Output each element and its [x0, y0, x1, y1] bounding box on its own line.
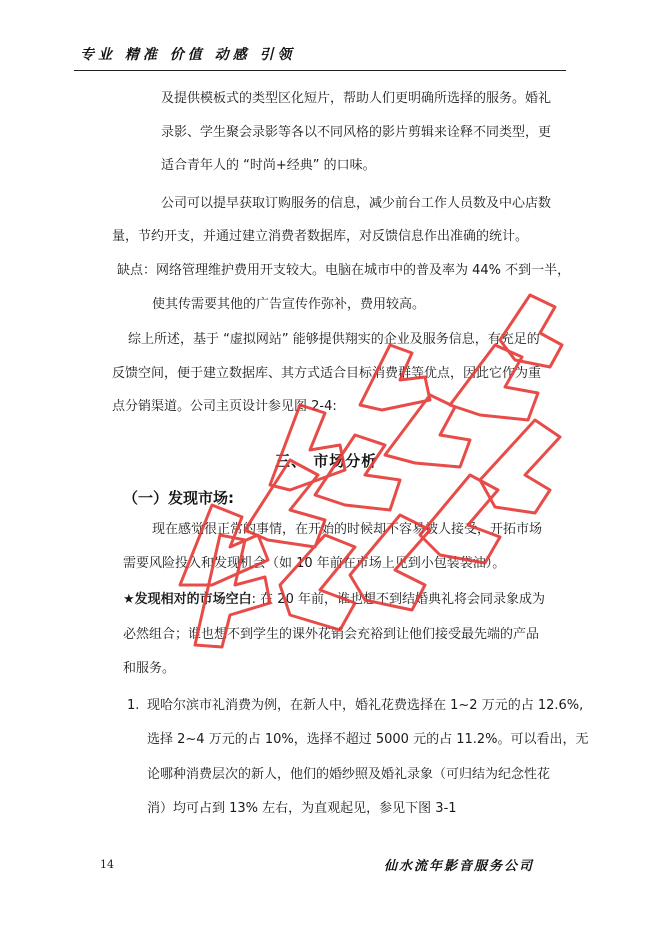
list-line-3: 论哪种消费层次的新人，他们的婚纱照及婚礼录象（可归结为纪念性花 — [147, 767, 551, 782]
market-gap-text: : 在 20 年前，谁也想不到结婚典礼将会同录象成为 — [251, 592, 545, 607]
market-gap-line-1 — [123, 591, 545, 609]
list-line-2: 选择 2~4 万元的占 10%，选择不超过 5000 元的占 11.2%。可以看出，无 — [147, 732, 589, 747]
body-line-4: 公司可以提早获取订购服务的信息，减少前台工作人员数及中心店数 — [161, 196, 552, 211]
summary-line-2: 反馈空间，便于建立数据库、其方式适合目标消费群等优点，因此它作为重 — [112, 366, 542, 381]
page-number: 14 — [100, 858, 114, 871]
market-gap-line-2: 必然组合；谁也想不到学生的课外花销会充裕到让他们接受最先端的产品 — [123, 627, 540, 642]
body-line-3: 适合青年人的 “时尚+经典” 的口味。 — [161, 158, 376, 173]
sub-heading: （一）发现市场: — [123, 489, 234, 507]
list-line-1: 现哈尔滨市礼消费为例，在新人中，婚礼花费选择在 1~2 万元的占 12.6%, — [147, 698, 584, 713]
market-line-1: 现在感觉很正常的事情，在开始的时候却不容易被人接受，开拓市场 — [152, 522, 543, 537]
header-slogan: 专业 精准 价值 动感 引领 — [80, 47, 296, 63]
summary-line-1: 综上所述，基于 “虚拟网站” 能够提供翔实的企业及服务信息，有充足的 — [128, 332, 540, 347]
list-line-4: 消）均可占到 13% 左右，为直观起见，参见下图 3-1 — [147, 801, 457, 816]
list-number: 1. — [127, 698, 140, 713]
body-line-2: 录影、学生聚会录影等各以不同风格的影片剪辑来诠释不同类型，更 — [161, 125, 552, 140]
market-line-2: 需要风险投入和发现机会（如 10 年前在市场上见到小包装袋油）。 — [123, 556, 506, 571]
section-title: 三、 市场分析 — [275, 452, 378, 470]
summary-line-3: 点分销渠道。公司主页设计参见图 2-4: — [112, 399, 337, 414]
market-gap-line-3: 和服务。 — [123, 661, 176, 676]
market-gap-label: ★发现相对的市场空白 — [123, 592, 252, 607]
company-name: 仙水流年影音服务公司 — [384, 859, 535, 874]
disadvantage-line: 缺点：网络管理维护费用开支较大。电脑在城市中的普及率为 44% 不到一半， — [117, 263, 571, 278]
body-line-5: 量，节约开支，并通过建立消费者数据库，对反馈信息作出准确的统计。 — [112, 229, 529, 244]
body-line-7: 使其传需要其他的广告宣传作弥补，费用较高。 — [152, 297, 426, 312]
header-divider — [74, 70, 566, 71]
body-line-1: 及提供模板式的类型区化短片，帮助人们更明确所选择的服务。婚礼 — [161, 91, 552, 106]
